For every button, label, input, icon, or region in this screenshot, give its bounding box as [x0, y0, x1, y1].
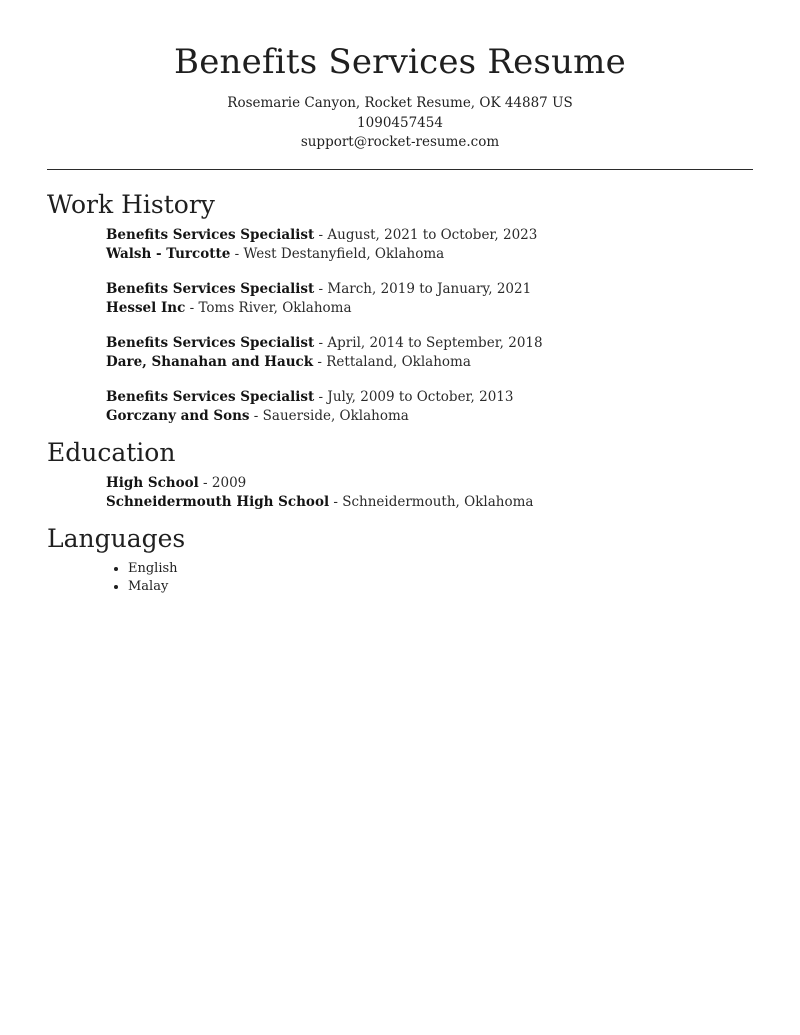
contact-email: support@rocket-resume.com [300, 134, 500, 150]
job-dates: - August, 2021 to October, 2023 [314, 226, 538, 243]
page-title: Benefits Services Resume [174, 42, 626, 82]
company-location: - Rettaland, Oklahoma [313, 353, 471, 370]
school-location: - Schneidermouth, Oklahoma [329, 493, 534, 510]
work-entry-title-line [106, 388, 753, 407]
work-entry-company-line [106, 407, 753, 426]
company-name: Walsh - Turcotte [106, 245, 231, 262]
education-degree-line [106, 474, 753, 493]
job-title: Benefits Services Specialist [106, 334, 315, 351]
contact-phone: 1090457454 [357, 114, 443, 131]
work-history-section [47, 188, 753, 426]
contact-info [47, 94, 753, 153]
header-divider [47, 169, 753, 170]
graduation-year: - 2009 [198, 474, 247, 491]
language-item: • Malay [128, 578, 753, 596]
work-history-heading: Work History [47, 189, 215, 219]
contact-address: Rosemarie Canyon, Rocket Resume, OK 44887 US [227, 95, 573, 111]
school-name: Schneidermouth High School [106, 493, 330, 510]
job-title: Benefits Services Specialist [106, 280, 315, 297]
language-item: • English [128, 560, 753, 578]
company-location: - West Destanyfield, Oklahoma [230, 245, 445, 262]
languages-section [47, 522, 753, 596]
languages-list [47, 560, 753, 596]
work-entry-title-line [106, 334, 753, 353]
degree-name: High School [106, 474, 199, 491]
work-entry [106, 226, 753, 264]
job-dates: - July, 2009 to October, 2013 [314, 388, 514, 405]
work-entry-title-line [106, 226, 753, 245]
job-title: Benefits Services Specialist [106, 226, 315, 243]
education-entries [47, 474, 753, 512]
education-school-line [106, 493, 753, 512]
languages-heading: Languages [47, 523, 186, 553]
company-name: Hessel Inc [106, 299, 186, 316]
company-name: Dare, Shanahan and Hauck [106, 353, 314, 370]
resume-header [47, 0, 753, 153]
company-location: - Sauerside, Oklahoma [249, 407, 409, 424]
work-entry-company-line [106, 245, 753, 264]
work-entry [106, 334, 753, 372]
company-name: Gorczany and Sons [106, 407, 250, 424]
education-heading: Education [47, 437, 176, 467]
work-entry [106, 280, 753, 318]
company-location: - Toms River, Oklahoma [185, 299, 352, 316]
education-section [47, 436, 753, 512]
education-entry [106, 474, 753, 512]
work-entry-company-line [106, 353, 753, 372]
work-entry [106, 388, 753, 426]
job-title: Benefits Services Specialist [106, 388, 315, 405]
job-dates: - March, 2019 to January, 2021 [314, 280, 532, 297]
work-entry-company-line [106, 299, 753, 318]
work-history-entries [47, 226, 753, 426]
work-entry-title-line [106, 280, 753, 299]
job-dates: - April, 2014 to September, 2018 [314, 334, 543, 351]
